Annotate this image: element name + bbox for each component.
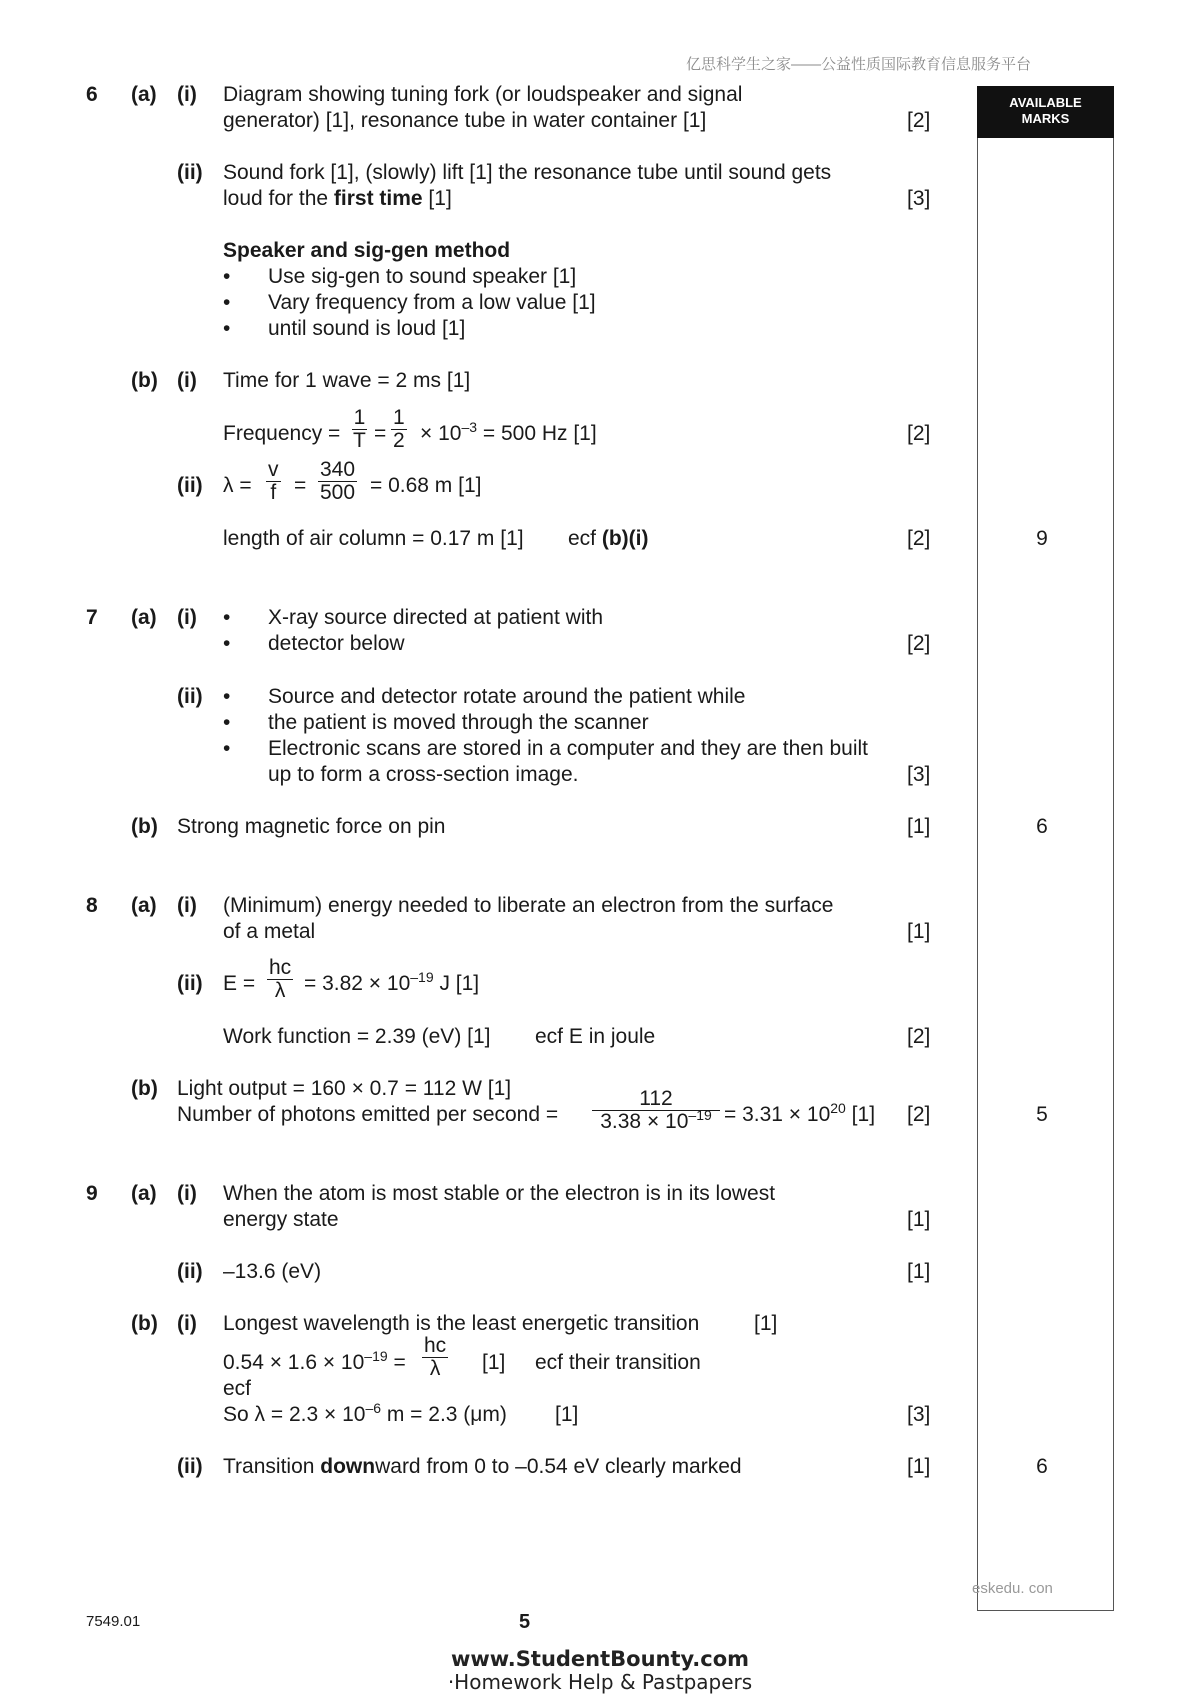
side-watermark: eskedu. con bbox=[972, 1580, 1053, 1597]
q6-bi-line1: Time for 1 wave = 2 ms [1] bbox=[223, 369, 471, 392]
q7-total-marks: 6 bbox=[1036, 815, 1048, 838]
q6-aii-line1: Sound fork [1], (slowly) lift [1] the resonance tube until sound gets bbox=[223, 161, 832, 184]
q9-bii-mark: [1] bbox=[907, 1455, 931, 1478]
header-watermark: 亿思科学生之家——公益性质国际教育信息服务平台 bbox=[686, 56, 1032, 73]
q7-ai-line1: X-ray source directed at patient with bbox=[268, 606, 603, 629]
q7-a-ii: (ii) bbox=[177, 685, 203, 708]
q8-ai-mark: [1] bbox=[907, 920, 931, 943]
studentbounty-logo bbox=[440, 1648, 760, 1694]
q7-aii-line3: Electronic scans are stored in a computer and they are then built bbox=[268, 737, 868, 760]
q8-part-b: (b) bbox=[131, 1077, 158, 1100]
q8-a-i: (i) bbox=[177, 894, 197, 917]
bullet: • bbox=[223, 317, 231, 340]
fraction-1-over-2: $\frac{1}{2}$ bbox=[393, 406, 405, 452]
energy-result: = $3.82 \times 10^{-19}$ J [1] bbox=[304, 969, 480, 995]
ecf-note: ecf (b)(i) bbox=[568, 527, 649, 550]
q7-a-i: (i) bbox=[177, 606, 197, 629]
method-item-1: Use sig-gen to sound speaker [1] bbox=[268, 265, 577, 288]
q9-a-ii: (ii) bbox=[177, 1260, 203, 1283]
method-item-3: until sound is loud [1] bbox=[268, 317, 466, 340]
q7-number: 7 bbox=[86, 606, 98, 629]
q6-ai-line2: generator) [1], resonance tube in water container [1] bbox=[223, 109, 707, 132]
fraction-hc-over-lambda: $\frac{hc}{\lambda}$ bbox=[424, 1334, 447, 1380]
q6-ai-line1: Diagram showing tuning fork (or loudspeaker and signal bbox=[223, 83, 743, 106]
method-heading: Speaker and sig-gen method bbox=[223, 239, 511, 262]
wavelength-answer: So $\lambda = 2.3 \times 10^{-6}$ m = 2.3 (μm) bbox=[223, 1400, 507, 1426]
q9-aii-text: –13.6 (eV) bbox=[223, 1260, 322, 1283]
q8-part-a: (a) bbox=[131, 894, 157, 917]
q6-aii-mark: [3] bbox=[907, 187, 931, 210]
q9-part-a: (a) bbox=[131, 1182, 157, 1205]
brand-line-2: ·Homework Help & Pastpapers bbox=[447, 1670, 753, 1694]
q9-bi-energy: $0.54 \times 1.6 \times 10^{-19}$ = bbox=[223, 1348, 406, 1374]
q7-part-a: (a) bbox=[131, 606, 157, 629]
q9-bi-line1: Longest wavelength is the least energetic transition bbox=[223, 1312, 700, 1335]
q6-bi-mark: [2] bbox=[907, 422, 931, 445]
fraction-340-over-500: $\frac{340}{500}$ bbox=[320, 458, 356, 504]
bullet: • bbox=[223, 606, 231, 629]
q7-ai-line2: detector below bbox=[268, 632, 405, 655]
equals: = bbox=[374, 422, 387, 445]
q6-bii-mark: [2] bbox=[907, 527, 931, 550]
q9-ai-line2: energy state bbox=[223, 1208, 339, 1231]
available-marks-column bbox=[977, 86, 1114, 1611]
q9-bii-text: Transition downward from 0 to –0.54 eV clearly marked bbox=[223, 1455, 742, 1478]
q9-bi-line4-mark: [1] bbox=[555, 1403, 579, 1426]
q6-b-ii: (ii) bbox=[177, 474, 203, 497]
available-marks-heading bbox=[977, 86, 1114, 138]
q8-total-marks: 5 bbox=[1036, 1103, 1048, 1126]
bullet: • bbox=[223, 685, 231, 708]
bullet: • bbox=[223, 632, 231, 655]
q8-b-line2: Number of photons emitted per second = bbox=[177, 1103, 559, 1126]
equals: = bbox=[294, 474, 307, 497]
lambda-label: λ = bbox=[223, 474, 252, 497]
q6-part-a: (a) bbox=[131, 83, 157, 106]
q8-ai-line2: of a metal bbox=[223, 920, 316, 943]
ecf-note: ecf their transition bbox=[535, 1351, 701, 1374]
q6-ai-mark: [2] bbox=[907, 109, 931, 132]
q9-ai-line1: When the atom is most stable or the electron is in its lowest bbox=[223, 1182, 776, 1205]
q9-a-i: (i) bbox=[177, 1182, 197, 1205]
work-function: Work function = 2.39 (eV) [1] bbox=[223, 1025, 491, 1048]
ecf-label: ecf bbox=[223, 1377, 252, 1400]
q6-number: 6 bbox=[86, 83, 98, 106]
bullet: • bbox=[223, 291, 231, 314]
q6-total-marks: 9 bbox=[1036, 527, 1048, 550]
ecf-note: ecf E in joule bbox=[535, 1025, 656, 1048]
q9-bi-line1-mark: [1] bbox=[754, 1312, 778, 1335]
q7-b-text: Strong magnetic force on pin bbox=[177, 815, 446, 838]
q7-ai-mark: [2] bbox=[907, 632, 931, 655]
bullet: • bbox=[223, 265, 231, 288]
bullet: • bbox=[223, 711, 231, 734]
frequency-result: × $10^{-3} = 500$ Hz [1] bbox=[420, 419, 597, 445]
q7-part-b: (b) bbox=[131, 815, 158, 838]
energy-label: E = bbox=[223, 972, 256, 995]
brand-line-1: www.StudentBounty.com bbox=[450, 1647, 750, 1671]
q9-b-ii: (ii) bbox=[177, 1455, 203, 1478]
q9-bi-mark: [3] bbox=[907, 1403, 931, 1426]
fraction-photons: $\frac{112}{3.38 \times 10^{-19}}$ bbox=[592, 1088, 720, 1133]
fraction-hc-over-lambda: $\frac{hc}{\lambda}$ bbox=[269, 956, 292, 1002]
q9-part-b: (b) bbox=[131, 1312, 158, 1335]
q6-aii-line2: loud for the first time [1] bbox=[223, 187, 452, 210]
q9-ai-mark: [1] bbox=[907, 1208, 931, 1231]
q6-b-i: (i) bbox=[177, 369, 197, 392]
q8-number: 8 bbox=[86, 894, 98, 917]
q9-bi-line2-mark: [1] bbox=[482, 1351, 506, 1374]
paper-code: 7549.01 bbox=[86, 1613, 141, 1630]
q8-b-line1: Light output = 160 × 0.7 = 112 W [1] bbox=[177, 1077, 512, 1100]
air-column-length: length of air column = 0.17 m [1] bbox=[223, 527, 524, 550]
q9-total-marks: 6 bbox=[1036, 1455, 1048, 1478]
q7-b-mark: [1] bbox=[907, 815, 931, 838]
q6-part-b: (b) bbox=[131, 369, 158, 392]
q8-ai-line1: (Minimum) energy needed to liberate an electron from the surface bbox=[223, 894, 834, 917]
frequency-label: Frequency = bbox=[223, 422, 341, 445]
photon-result: = $3.31 \times 10^{20}$ [1] bbox=[724, 1100, 876, 1126]
bullet: • bbox=[223, 737, 231, 760]
q8-a-ii: (ii) bbox=[177, 972, 203, 995]
heading-line-2: MARKS bbox=[1021, 111, 1070, 126]
q6-a-ii: (ii) bbox=[177, 161, 203, 184]
q8-aii-mark: [2] bbox=[907, 1025, 931, 1048]
q7-aii-line1: Source and detector rotate around the patient while bbox=[268, 685, 746, 708]
q9-aii-mark: [1] bbox=[907, 1260, 931, 1283]
heading-line-1: AVAILABLE bbox=[1009, 95, 1082, 110]
q9-number: 9 bbox=[86, 1182, 98, 1205]
page-number: 5 bbox=[519, 1611, 531, 1633]
q7-aii-line4: up to form a cross-section image. bbox=[268, 763, 579, 786]
q7-aii-line2: the patient is moved through the scanner bbox=[268, 711, 649, 734]
q7-aii-mark: [3] bbox=[907, 763, 931, 786]
fraction-1-over-T: $\frac{1}{T}$ bbox=[353, 406, 366, 452]
wavelength-result: = 0.68 m [1] bbox=[370, 474, 482, 497]
fraction-v-over-f: $\frac{v}{f}$ bbox=[268, 458, 279, 504]
q9-b-i: (i) bbox=[177, 1312, 197, 1335]
q8-b-mark: [2] bbox=[907, 1103, 931, 1126]
method-item-2: Vary frequency from a low value [1] bbox=[268, 291, 596, 314]
q6-a-i: (i) bbox=[177, 83, 197, 106]
